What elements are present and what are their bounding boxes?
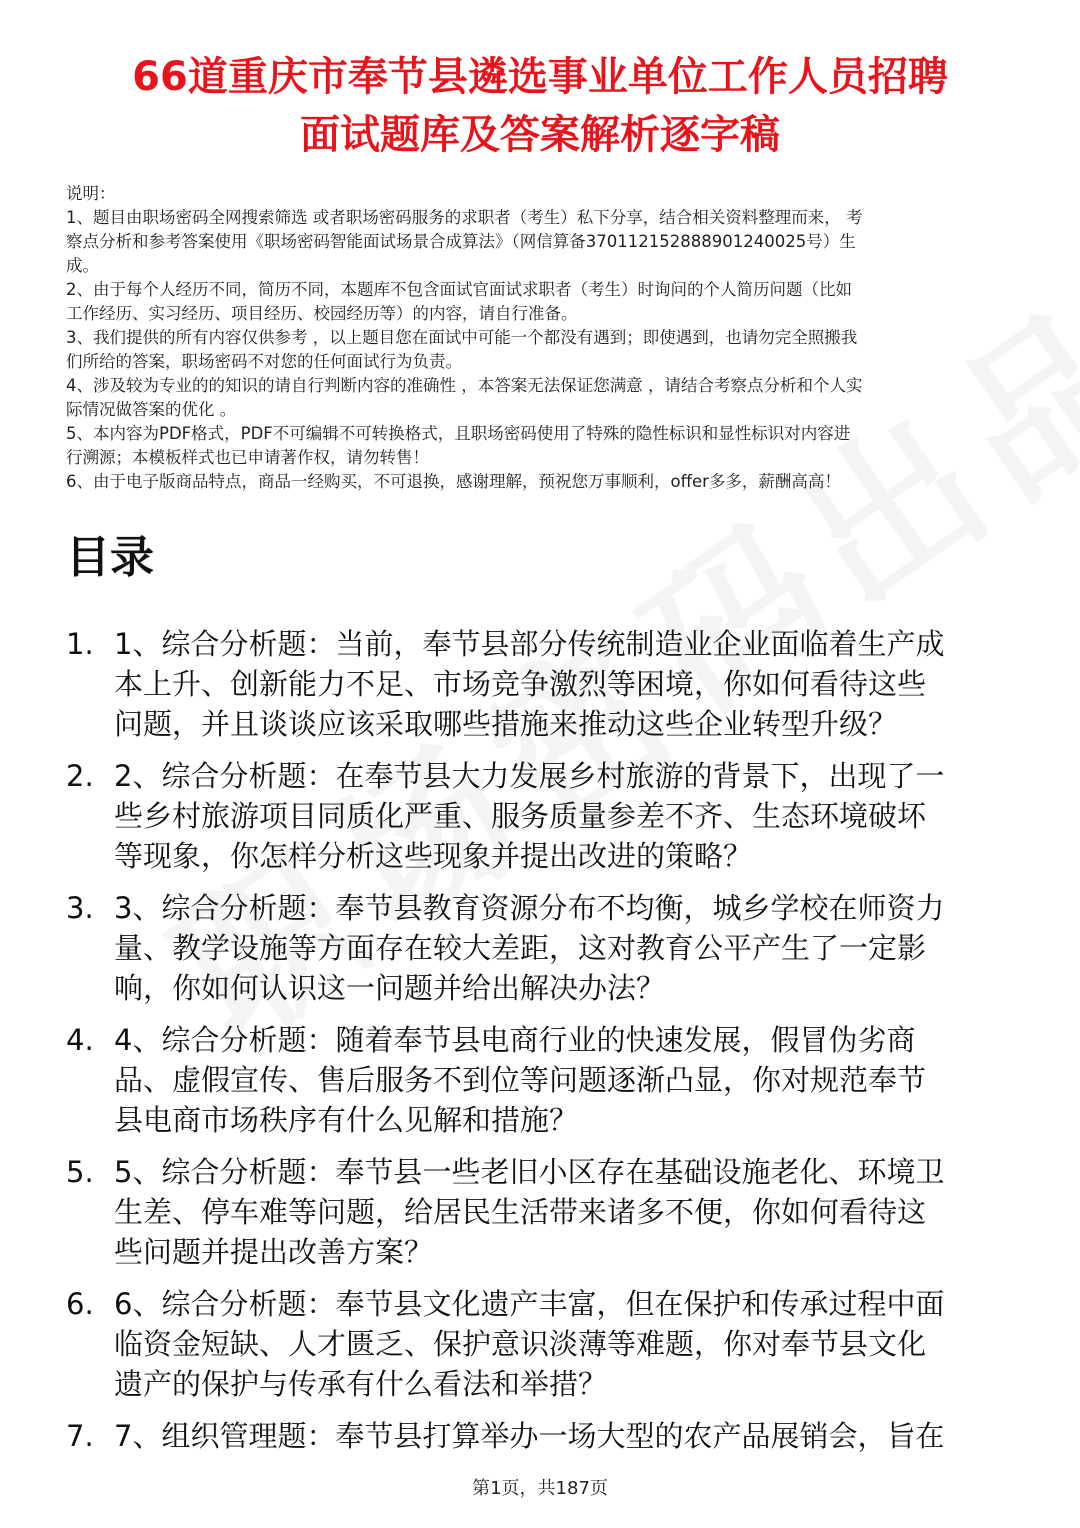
toc-item-number: 3.: [66, 891, 94, 925]
toc-item-line: 3、综合分析题：奉节县教育资源分布不均衡，城乡学校在师资力: [114, 891, 945, 925]
toc-item[interactable]: [66, 1020, 1026, 1140]
toc-item[interactable]: [66, 1152, 1026, 1272]
document-title: [40, 48, 1040, 164]
toc-item-line: 1、综合分析题：当前，奉节县部分传统制造业企业面临着生产成: [114, 627, 945, 661]
note-line: 行溯源；本模板样式也已申请著作权，请勿转售！: [66, 448, 429, 467]
toc-item-line: 5、综合分析题：奉节县一些老旧小区存在基础设施老化、环境卫: [114, 1155, 945, 1189]
toc-item-line: 本上升、创新能力不足、市场竞争激烈等困境，你如何看待这些: [114, 667, 927, 701]
note-item: [66, 206, 1016, 278]
note-line: 1、题目由职场密码全网搜索筛选 或者职场密码服务的求职者（考生）私下分享，结合相关资料整理而来， 考: [66, 208, 863, 227]
toc-item-line: 问题，并且谈谈应该采取哪些措施来推动这些企业转型升级？: [114, 707, 898, 741]
toc-item-line: 量、教学设施等方面存在较大差距，这对教育公平产生了一定影: [114, 931, 927, 965]
notes-heading: 说明：: [66, 184, 116, 203]
toc-item-line: 些乡村旅游项目同质化严重、服务质量参差不齐、生态环境破坏: [114, 799, 927, 833]
note-line: 5、本内容为PDF格式，PDF不可编辑不可转换格式，且职场密码使用了特殊的隐性标识和显性标识对内容进: [66, 424, 851, 443]
notes-section: [66, 182, 1016, 494]
note-line: 成。: [66, 256, 99, 275]
toc-item-number: 6.: [66, 1287, 94, 1321]
toc-item-number: 7.: [66, 1419, 94, 1453]
toc-item-line: 品、虚假宣传、售后服务不到位等问题逐渐凸显，你对规范奉节: [114, 1063, 927, 1097]
toc-item-line: 等现象，你怎样分析这些现象并提出改进的策略？: [114, 839, 753, 873]
note-line: 察点分析和参考答案使用《职场密码智能面试场景合成算法》（网信算备370112152888901240025号）生: [66, 232, 856, 251]
toc-item[interactable]: [66, 888, 1026, 1008]
toc-item[interactable]: [66, 1416, 1026, 1456]
toc-item-line: 7、组织管理题：奉节县打算举办一场大型的农产品展销会，旨在: [114, 1419, 945, 1453]
toc-item[interactable]: [66, 756, 1026, 876]
toc-item-line: 4、综合分析题：随着奉节县电商行业的快速发展，假冒伪劣商: [114, 1023, 916, 1057]
page-footer: 第1页，共187页: [472, 1478, 608, 1499]
toc-item-line: 6、综合分析题：奉节县文化遗产丰富，但在保护和传承过程中面: [114, 1287, 945, 1321]
toc-item-number: 1.: [66, 627, 94, 661]
toc-item-line: 临资金短缺、人才匮乏、保护意识淡薄等难题，你对奉节县文化: [114, 1327, 927, 1361]
note-item: [66, 470, 1016, 494]
toc-item-line: 县电商市场秩序有什么见解和措施？: [114, 1103, 579, 1137]
toc-item-line: 些问题并提出改善方案？: [114, 1235, 434, 1269]
note-line: 工作经历、实习经历、项目经历、校园经历等）的内容，请自行准备。: [66, 304, 578, 323]
note-line: 4、涉及较为专业的的知识的请自行判断内容的准确性 ，本答案无法保证您满意 ，请结合考察点分析和个人实: [66, 376, 863, 395]
note-line: 际情况做答案的优化 。: [66, 400, 237, 419]
toc-item-line: 生差、停车难等问题，给居民生活带来诸多不便，你如何看待这: [114, 1195, 927, 1229]
note-line: 6、由于电子版商品特点，商品一经购买，不可退换，感谢理解，预祝您万事顺利，offer多多，薪酬高高！: [66, 472, 841, 491]
note-line: 3、我们提供的所有内容仅供参考 ，以上题目您在面试中可能一个都没有遇到；即使遇到，也请勿完全照搬我: [66, 328, 858, 347]
note-item: [66, 326, 1016, 374]
toc-item-number: 4.: [66, 1023, 94, 1057]
note-line: 们所给的答案，职场密码不对您的任何面试行为负责。: [66, 352, 462, 371]
note-item: [66, 278, 1016, 326]
title-line-2: 面试题库及答案解析逐字稿: [300, 112, 780, 158]
toc-item[interactable]: [66, 1284, 1026, 1404]
table-of-contents: [66, 624, 1026, 1468]
toc-item-number: 5.: [66, 1155, 94, 1189]
title-line-1: 66道重庆市奉节县遴选事业单位工作人员招聘: [132, 54, 948, 100]
note-item: [66, 422, 1016, 470]
toc-item-number: 2.: [66, 759, 94, 793]
toc-item-line: 响，你如何认识这一问题并给出解决办法？: [114, 971, 666, 1005]
note-line: 2、由于每个人经历不同，简历不同，本题库不包含面试官面试求职者（考生）时询问的个人简历问题（比如: [66, 280, 852, 299]
toc-item-line: 2、综合分析题：在奉节县大力发展乡村旅游的背景下，出现了一: [114, 759, 945, 793]
toc-item[interactable]: [66, 624, 1026, 744]
toc-item-line: 遗产的保护与传承有什么看法和举措？: [114, 1367, 608, 1401]
toc-heading: 目录: [66, 532, 154, 583]
note-item: [66, 374, 1016, 422]
